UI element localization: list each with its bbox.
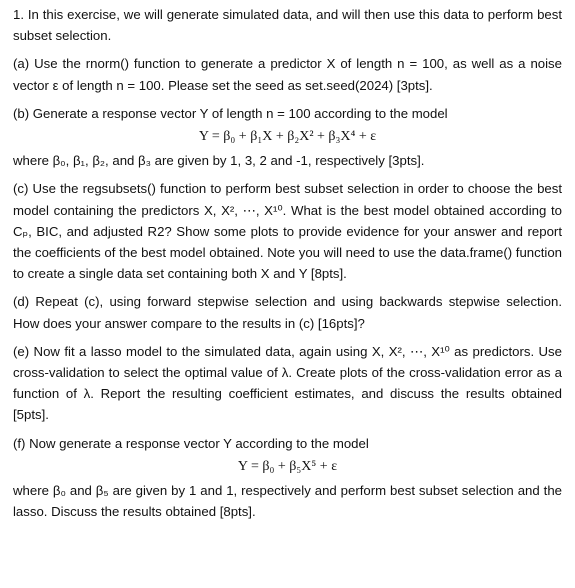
part-a: (a) Use the rnorm() function to generate a predictor X of length n = 100, as well as a noise vector ε of length n = 100. Please set the seed as set.seed(2024) [3pts].	[13, 56, 562, 93]
model-equation-1: Y = β₀ + β₁X + β₂X² + β₃X⁴ + ε	[198, 129, 377, 145]
part-d: (d) Repeat (c), using forward stepwise selection and using backwards stepwise selection. How does your answer compare to the results in (c) [16pts]?	[13, 294, 562, 331]
part-f-coefficients: where β₀ and β₅ are given by 1 and 1, respectively and perform best subset selection and the lasso. Discuss the results obtained [8pts].	[13, 483, 562, 520]
part-b: (b) Generate a response vector Y of length n = 100 according to the model	[13, 105, 448, 121]
part-f: (f) Now generate a response vector Y according to the model	[13, 435, 369, 451]
part-e: (e) Now fit a lasso model to the simulated data, again using X, X², ⋯, X¹⁰ as predictors. Use cross-validation to select the optimal value of λ. Create plots of the cross-validation error as a function of λ. Report the resulting coefficient estimates, and discuss the results obtained [5pts].	[13, 343, 562, 423]
exercise-intro: 1. In this exercise, we will generate simulated data, and will then use this data to perform best subset selection.	[13, 7, 562, 44]
part-b-coefficients: where β₀, β₁, β₂, and β₃ are given by 1, 3, 2 and -1, respectively [3pts].	[13, 153, 425, 169]
exercise-document	[13, 4, 562, 522]
part-c: (c) Use the regsubsets() function to perform best subset selection in order to choose the best model containing the predictors X, X², ⋯, X¹⁰. What is the best model obtained according to Cₚ, BIC, and adjusted R2? Show some plots to provide evidence for your answer and report the coefficients of the best model obtained. Note you will need to use the data.frame() function to create a single data set containing both X and Y [8pts].	[13, 181, 562, 282]
model-equation-2: Y = β₀ + β₅X⁵ + ε	[237, 458, 338, 474]
